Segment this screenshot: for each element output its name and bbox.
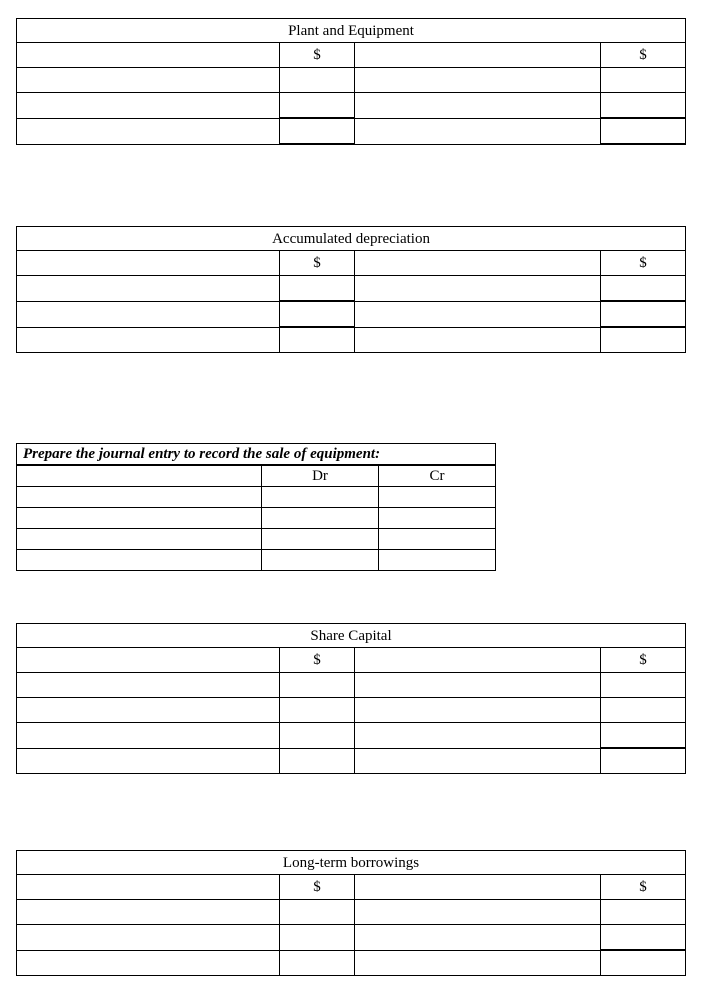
credit-description-cell[interactable]	[355, 900, 601, 925]
credit-currency-label: $	[601, 251, 686, 276]
plant-equipment-account	[16, 18, 686, 145]
account-title: Share Capital	[17, 624, 686, 648]
credit-amount-cell[interactable]	[601, 276, 686, 302]
debit-description-cell[interactable]	[17, 950, 280, 976]
debit-currency-label: $	[280, 251, 355, 276]
debit-description-cell[interactable]	[17, 875, 280, 900]
share-capital-account	[16, 623, 686, 774]
debit-description-cell[interactable]	[17, 673, 280, 698]
dr-column-header: Dr	[262, 465, 379, 487]
credit-description-cell[interactable]	[355, 93, 601, 119]
credit-description-cell[interactable]	[355, 723, 601, 749]
credit-description-cell[interactable]	[355, 748, 601, 774]
cr-amount-cell[interactable]	[379, 529, 496, 550]
cr-column-header: Cr	[379, 465, 496, 487]
credit-description-cell[interactable]	[355, 950, 601, 976]
credit-description-cell[interactable]	[355, 327, 601, 353]
debit-description-cell[interactable]	[17, 68, 280, 93]
debit-description-cell[interactable]	[17, 301, 280, 327]
cr-amount-cell[interactable]	[379, 508, 496, 529]
debit-currency-label: $	[280, 648, 355, 673]
credit-amount-cell[interactable]	[601, 723, 686, 749]
credit-total-cell[interactable]	[601, 301, 686, 327]
account-name-cell[interactable]	[17, 465, 262, 487]
credit-description-cell[interactable]	[355, 276, 601, 302]
credit-currency-label: $	[601, 875, 686, 900]
journal-instruction: Prepare the journal entry to record the sale of equipment:	[17, 444, 496, 466]
credit-amount-cell[interactable]	[601, 93, 686, 119]
credit-total-cell[interactable]	[601, 748, 686, 774]
dr-amount-cell[interactable]	[262, 529, 379, 550]
debit-amount-cell[interactable]	[280, 698, 355, 723]
debit-total-cell[interactable]	[280, 301, 355, 327]
credit-description-cell[interactable]	[355, 301, 601, 327]
credit-amount-cell[interactable]	[601, 900, 686, 925]
credit-currency-label: $	[601, 648, 686, 673]
dr-amount-cell[interactable]	[262, 487, 379, 508]
credit-description-cell[interactable]	[355, 43, 601, 68]
credit-description-cell[interactable]	[355, 925, 601, 951]
debit-description-cell[interactable]	[17, 648, 280, 673]
credit-amount-cell[interactable]	[601, 698, 686, 723]
account-name-cell[interactable]	[17, 529, 262, 550]
debit-amount-cell[interactable]	[280, 327, 355, 353]
credit-currency-label: $	[601, 43, 686, 68]
credit-description-cell[interactable]	[355, 118, 601, 144]
credit-description-cell[interactable]	[355, 673, 601, 698]
debit-description-cell[interactable]	[17, 43, 280, 68]
debit-amount-cell[interactable]	[280, 68, 355, 93]
debit-description-cell[interactable]	[17, 925, 280, 951]
credit-amount-cell[interactable]	[601, 327, 686, 353]
debit-description-cell[interactable]	[17, 276, 280, 302]
account-name-cell[interactable]	[17, 487, 262, 508]
credit-amount-cell[interactable]	[601, 925, 686, 951]
account-title: Accumulated depreciation	[17, 227, 686, 251]
dr-amount-cell[interactable]	[262, 508, 379, 529]
credit-description-cell[interactable]	[355, 875, 601, 900]
accumulated-depreciation-account	[16, 226, 686, 353]
debit-amount-cell[interactable]	[280, 673, 355, 698]
debit-description-cell[interactable]	[17, 118, 280, 144]
debit-description-cell[interactable]	[17, 93, 280, 119]
debit-description-cell[interactable]	[17, 748, 280, 774]
account-title: Plant and Equipment	[17, 19, 686, 43]
cr-amount-cell[interactable]	[379, 487, 496, 508]
debit-amount-cell[interactable]	[280, 276, 355, 302]
credit-description-cell[interactable]	[355, 68, 601, 93]
long-term-borrowings-account	[16, 850, 686, 976]
credit-total-cell[interactable]	[601, 950, 686, 976]
credit-description-cell[interactable]	[355, 648, 601, 673]
journal-entry-table	[16, 443, 496, 571]
debit-amount-cell[interactable]	[280, 925, 355, 951]
account-title: Long-term borrowings	[17, 851, 686, 875]
debit-description-cell[interactable]	[17, 327, 280, 353]
debit-total-cell[interactable]	[280, 748, 355, 774]
debit-description-cell[interactable]	[17, 698, 280, 723]
credit-description-cell[interactable]	[355, 698, 601, 723]
debit-amount-cell[interactable]	[280, 723, 355, 749]
debit-total-cell[interactable]	[280, 118, 355, 144]
credit-amount-cell[interactable]	[601, 673, 686, 698]
debit-amount-cell[interactable]	[280, 93, 355, 119]
debit-description-cell[interactable]	[17, 723, 280, 749]
credit-total-cell[interactable]	[601, 118, 686, 144]
account-name-cell[interactable]	[17, 550, 262, 571]
dr-amount-cell[interactable]	[262, 550, 379, 571]
debit-currency-label: $	[280, 43, 355, 68]
account-name-cell[interactable]	[17, 508, 262, 529]
debit-currency-label: $	[280, 875, 355, 900]
credit-amount-cell[interactable]	[601, 68, 686, 93]
debit-total-cell[interactable]	[280, 950, 355, 976]
cr-amount-cell[interactable]	[379, 550, 496, 571]
debit-description-cell[interactable]	[17, 251, 280, 276]
debit-description-cell[interactable]	[17, 900, 280, 925]
debit-amount-cell[interactable]	[280, 900, 355, 925]
credit-description-cell[interactable]	[355, 251, 601, 276]
